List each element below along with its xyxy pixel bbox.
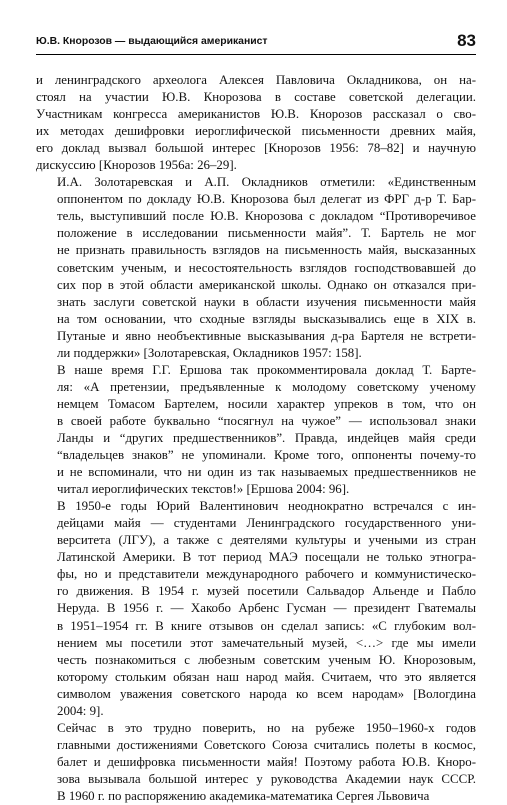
text-line: их методах дешифровки иероглифической письменности древних майя, [36,124,476,139]
text-line: ли поддержки» [Золотаревская, Окладников 1957: 158]. [57,345,362,360]
text-line: положение в исследовании письменности майя”. Т. Бартель не мог [57,226,476,241]
page-header [36,30,476,55]
text-line: И.А. Золотаревская и А.П. Окладников отметили: «Единственным [57,175,476,190]
paragraph [36,498,476,720]
text-line: читал иероглифических текстов!» [Ершова 2004: 96]. [57,482,350,497]
text-line: Неруда. В 1956 г. — Хакобо Арбенс Гусман — президент Гватемалы [57,601,476,616]
text-line: его доклад вызвал большой интерес [Кнорозов 1956: 78–82] и научную [36,141,476,156]
text-line: го движения. В 1954 г. музей посетили Сальвадор Альенде и Пабло [57,584,476,599]
page-number: 83 [457,31,476,50]
text-line: главными достижениями Советского Союза считались полеты в космос, [57,737,476,752]
text-line: дискуссию [Кнорозов 1956а: 26–29]. [36,158,237,173]
text-line: честь познакомиться с любезным советским ученым Ю. Кнорозовым, [57,652,476,667]
text-line: В 1950-е годы Юрий Валентинович неоднократно встречался с ин- [57,499,476,514]
paragraph [36,362,476,498]
text-line: и ленинградского археолога Алексея Павловича Окладникова, он на- [36,73,476,87]
text-line: дейцами майя — студентами Ленинградского государственного уни- [57,516,476,531]
text-line: и не вспоминали, что ни один из так называемых предшественников не [57,465,476,480]
text-line: знать заслуги советской науки в области изучения письменности майя [57,294,476,309]
body-text [36,72,476,805]
text-line: немцем Томасом Бартелем, носили характер упреков в том, что он [57,396,476,411]
text-line: Путаные и явно необъективные высказывания д-ра Бартеля не встрети- [57,328,476,343]
text-line: Участникам конгресса американистов Ю.В. Кнорозов рассказал о сво- [36,107,476,122]
paragraph [36,174,476,362]
text-line: балет и дешифровка письменности майя! Поэтому работа Ю.В. Кноро- [57,754,476,769]
text-line: верситета (ЛГУ), а также с деятелями культуры и учеными из стран [57,533,476,548]
text-line: тель, выступивший после Ю.В. Кнорозова с докладом “Противоречивое [57,209,476,224]
text-line: фы, но и представители международного рабочего и коммунистическо- [57,567,476,582]
text-line: которому стольким обязан наш народ майя. Считаем, что это является [57,669,476,684]
text-line: стоял на участии Ю.В. Кнорозова в составе советской делегации. [36,90,476,105]
paragraph [36,72,476,174]
text-line: зова вызывала большой интерес у руководства Академии наук СССР. [57,771,476,786]
text-line: ля: «А претензии, предъявленные к молодому советскому ученому [57,379,476,394]
text-line: “владельцев знаков” не упоминали. Кроме того, оппоненты почему-то [57,448,476,463]
text-line: в 1951–1954 гг. В книге отзывов он сделал запись: «С глубоким вол- [57,618,476,633]
text-line: сих пор в этой области американской школы. Однако он отказался при- [57,277,476,292]
text-line: Сейчас в это трудно поверить, но на рубеже 1950–1960-х годов [57,720,476,735]
text-line: в своей работе буквально “посягнул на чужое” — использовал знаки [57,413,476,428]
paragraph [36,720,476,805]
text-line: не признать правильность взглядов на письменность майя, высказанных [57,243,476,258]
text-line: Латинской Америки. В тот период МАЭ посещали не только этногра- [57,550,476,565]
text-line: В 1960 г. по распоряжению академика-математика Сергея Львовича [57,788,430,803]
text-line: Ланды и “других предшественников”. Правда, индейцев майя среди [57,430,476,445]
text-line: советским ученым, и несостоятельность взглядов господствовавшей до [57,260,476,275]
text-line: 2004: 9]. [57,703,104,718]
text-line: на том основании, что сходные взгляды высказывались еще в XIX в. [57,311,476,326]
text-line: символом уважения советского народа ко всем народам» [Вологдина [57,686,476,701]
text-line: нением мы посетили этот замечательный музей, <…> где мы имели [57,635,476,650]
running-title: Ю.В. Кнорозов — выдающийся американист [36,36,268,47]
text-line: оппонентом по докладу Ю.В. Кнорозова был делегат из ФРГ д-р Т. Бар- [57,192,476,207]
text-line: В наше время Г.Г. Ершова так прокомментировала доклад Т. Барте- [57,362,476,377]
